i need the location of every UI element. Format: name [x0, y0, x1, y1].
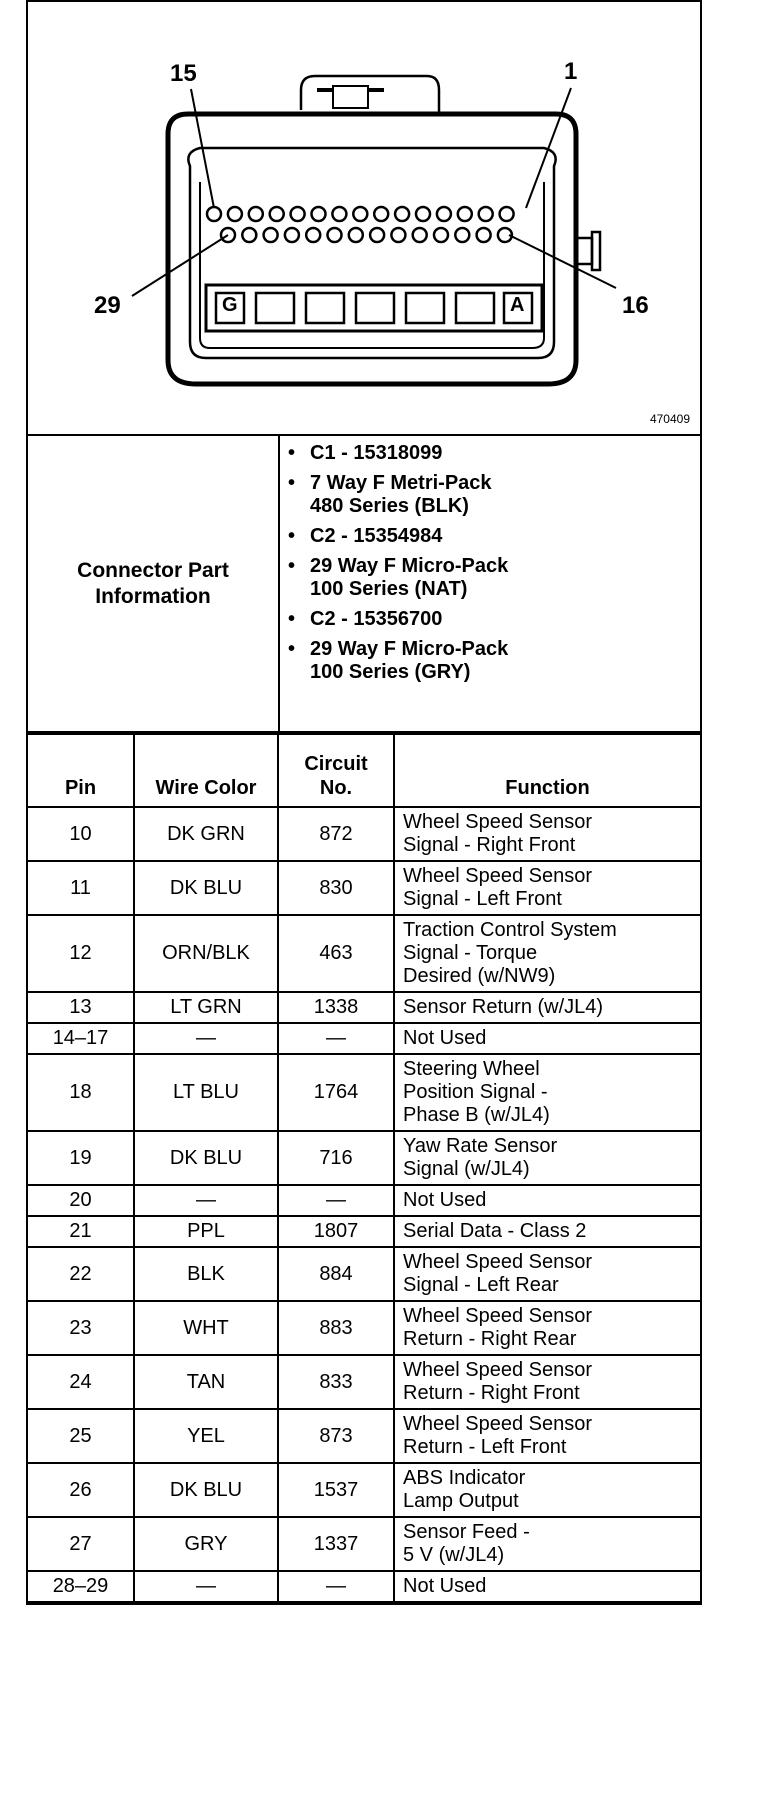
cell-function	[394, 1355, 700, 1409]
cell-function	[394, 1054, 700, 1131]
function-line: Serial Data - Class 2	[403, 1220, 587, 1242]
connector-document	[26, 0, 702, 1605]
function-line: Traction Control System	[403, 919, 617, 941]
cell-function	[394, 1571, 700, 1602]
cell-circuit-no: 873	[278, 1409, 394, 1463]
pin-cavity-bottom	[349, 228, 363, 242]
pin-cavity-top	[312, 207, 326, 221]
header-function: Function	[394, 734, 700, 807]
table-row	[28, 1571, 700, 1602]
table-row	[28, 1023, 700, 1054]
header-circuit-no	[278, 734, 394, 807]
pin-cavity-top	[500, 207, 514, 221]
connector-drawing	[28, 2, 700, 432]
cell-function	[394, 1463, 700, 1517]
function-line: Yaw Rate Sensor	[403, 1135, 558, 1157]
header-circuit-line1: Circuit	[304, 753, 368, 775]
function-line: Return - Left Front	[403, 1436, 567, 1458]
cell-circuit-no: 1338	[278, 992, 394, 1023]
table-row	[28, 1054, 700, 1131]
cell-pin: 21	[28, 1216, 134, 1247]
connector-heading-line2: Information	[95, 584, 211, 608]
table-row	[28, 1355, 700, 1409]
table-row	[28, 1463, 700, 1517]
function-line: Signal - Left Rear	[403, 1274, 559, 1296]
cell-wire-color: —	[134, 1185, 278, 1216]
pin-label-29: 29	[94, 292, 121, 319]
pin-cavity-top	[374, 207, 388, 221]
function-line: Wheel Speed Sensor	[403, 1359, 593, 1381]
function-line: 5 V (w/JL4)	[403, 1544, 505, 1566]
header-circuit-line2: No.	[319, 777, 353, 799]
function-line: ABS Indicator	[403, 1467, 526, 1489]
cell-pin: 23	[28, 1301, 134, 1355]
pin-cavity-bottom	[477, 228, 491, 242]
function-line: Wheel Speed Sensor	[403, 865, 593, 887]
cell-function	[394, 1216, 700, 1247]
function-line: Return - Right Rear	[403, 1328, 577, 1350]
pin-label-1: 1	[564, 58, 578, 85]
connector-info-item	[310, 555, 700, 601]
connector-info-line: 29 Way F Micro-Pack	[310, 638, 509, 660]
function-line: Return - Right Front	[403, 1382, 580, 1404]
cell-circuit-no: 463	[278, 915, 394, 992]
cell-function	[394, 915, 700, 992]
pin-cavity-bottom	[264, 228, 278, 242]
cell-pin: 24	[28, 1355, 134, 1409]
pin-cavity-bottom	[242, 228, 256, 242]
cell-function	[394, 861, 700, 915]
cell-pin: 25	[28, 1409, 134, 1463]
cell-pin: 27	[28, 1517, 134, 1571]
cell-pin: 12	[28, 915, 134, 992]
function-line: Wheel Speed Sensor	[403, 1251, 593, 1273]
pin-cavity-bottom	[434, 228, 448, 242]
cell-function	[394, 1185, 700, 1216]
connector-info-line: C2 - 15356700	[310, 608, 443, 630]
connector-info-item	[310, 442, 700, 465]
function-line: Wheel Speed Sensor	[403, 811, 593, 833]
pin-cavity-bottom	[306, 228, 320, 242]
table-row	[28, 807, 700, 861]
pin-cavity-bottom	[413, 228, 427, 242]
cell-wire-color: DK GRN	[134, 807, 278, 861]
header-wire-color: Wire Color	[134, 734, 278, 807]
connector-info-line: C2 - 15354984	[310, 525, 443, 547]
connector-info-item	[310, 472, 700, 518]
cell-circuit-no: 883	[278, 1301, 394, 1355]
cell-wire-color: LT BLU	[134, 1054, 278, 1131]
cavity-label-a: A	[510, 294, 525, 316]
function-line: Signal - Torque	[403, 942, 538, 964]
function-line: Desired (w/NW9)	[403, 965, 556, 987]
function-line: Sensor Feed -	[403, 1521, 530, 1543]
header-pin: Pin	[28, 734, 134, 807]
cell-wire-color: YEL	[134, 1409, 278, 1463]
connector-info-line: C1 - 15318099	[310, 442, 443, 464]
pin-cavity-top	[458, 207, 472, 221]
table-header-row	[28, 734, 700, 807]
cell-wire-color: LT GRN	[134, 992, 278, 1023]
connector-heading-line1: Connector Part	[77, 558, 229, 582]
cell-circuit-no: 830	[278, 861, 394, 915]
pin-table	[28, 733, 700, 1603]
function-line: Not Used	[403, 1027, 487, 1049]
function-line: Not Used	[403, 1189, 487, 1211]
pin-cavity-bottom	[391, 228, 405, 242]
function-line: Signal (w/JL4)	[403, 1158, 530, 1180]
cell-pin: 19	[28, 1131, 134, 1185]
cell-wire-color: ORN/BLK	[134, 915, 278, 992]
connector-info-line: 7 Way F Metri-Pack	[310, 472, 492, 494]
table-row	[28, 1409, 700, 1463]
connector-info-line: 100 Series (GRY)	[310, 661, 471, 683]
function-line: Phase B (w/JL4)	[403, 1104, 550, 1126]
connector-info-heading	[28, 436, 280, 731]
connector-info-line: 480 Series (BLK)	[310, 495, 469, 517]
cell-function	[394, 992, 700, 1023]
function-line: Wheel Speed Sensor	[403, 1305, 593, 1327]
pin-cavity-top	[249, 207, 263, 221]
cell-circuit-no: 833	[278, 1355, 394, 1409]
cell-pin: 11	[28, 861, 134, 915]
cell-circuit-no: 872	[278, 807, 394, 861]
function-line: Wheel Speed Sensor	[403, 1413, 593, 1435]
cell-function	[394, 1409, 700, 1463]
cell-wire-color: DK BLU	[134, 1131, 278, 1185]
pin-cavity-top	[353, 207, 367, 221]
cell-wire-color: GRY	[134, 1517, 278, 1571]
connector-diagram	[28, 0, 700, 436]
cell-function	[394, 1247, 700, 1301]
pin-cavity-bottom	[455, 228, 469, 242]
table-row	[28, 1301, 700, 1355]
table-row	[28, 915, 700, 992]
function-line: Position Signal -	[403, 1081, 548, 1103]
cell-function	[394, 1023, 700, 1054]
cell-wire-color: DK BLU	[134, 861, 278, 915]
cell-wire-color: —	[134, 1023, 278, 1054]
figure-number: 470409	[649, 412, 690, 426]
cell-function	[394, 807, 700, 861]
pin-cavity-top	[479, 207, 493, 221]
cell-wire-color: BLK	[134, 1247, 278, 1301]
connector-info-item	[310, 525, 700, 548]
connector-info-line: 29 Way F Micro-Pack	[310, 555, 509, 577]
cell-pin: 20	[28, 1185, 134, 1216]
pin-cavities	[207, 207, 514, 242]
pin-cavity-top	[332, 207, 346, 221]
pin-cavity-top	[270, 207, 284, 221]
cell-circuit-no: 884	[278, 1247, 394, 1301]
cell-pin: 13	[28, 992, 134, 1023]
cell-pin: 28–29	[28, 1571, 134, 1602]
pin-cavity-top	[228, 207, 242, 221]
function-line: Lamp Output	[403, 1490, 519, 1512]
cavity-label-g: G	[222, 294, 238, 316]
table-row	[28, 992, 700, 1023]
cell-pin: 18	[28, 1054, 134, 1131]
cell-function	[394, 1301, 700, 1355]
cell-pin: 10	[28, 807, 134, 861]
pin-cavity-bottom	[328, 228, 342, 242]
pin-label-16: 16	[622, 292, 649, 319]
connector-info-list	[280, 436, 700, 731]
function-line: Signal - Right Front	[403, 834, 576, 856]
cell-circuit-no: —	[278, 1023, 394, 1054]
cell-pin: 22	[28, 1247, 134, 1301]
pin-cavity-bottom	[370, 228, 384, 242]
cell-circuit-no: 1807	[278, 1216, 394, 1247]
cell-wire-color: WHT	[134, 1301, 278, 1355]
table-row	[28, 861, 700, 915]
pin-cavity-top	[416, 207, 430, 221]
pin-cavity-bottom	[285, 228, 299, 242]
pin-label-15: 15	[170, 60, 197, 87]
pin-cavity-top	[291, 207, 305, 221]
pin-cavity-top	[395, 207, 409, 221]
cell-circuit-no: —	[278, 1571, 394, 1602]
cell-pin: 26	[28, 1463, 134, 1517]
cell-wire-color: PPL	[134, 1216, 278, 1247]
connector-info-item	[310, 608, 700, 631]
connector-info-line: 100 Series (NAT)	[310, 578, 468, 600]
function-line: Steering Wheel	[403, 1058, 540, 1080]
pin-cavity-top	[437, 207, 451, 221]
table-row	[28, 1185, 700, 1216]
cell-circuit-no: 1537	[278, 1463, 394, 1517]
cell-function	[394, 1517, 700, 1571]
cell-circuit-no: 1337	[278, 1517, 394, 1571]
connector-info-item	[310, 638, 700, 684]
cell-wire-color: TAN	[134, 1355, 278, 1409]
function-line: Signal - Left Front	[403, 888, 562, 910]
pin-cavity-top	[207, 207, 221, 221]
function-line: Not Used	[403, 1575, 487, 1597]
cell-wire-color: DK BLU	[134, 1463, 278, 1517]
table-row	[28, 1216, 700, 1247]
table-row	[28, 1247, 700, 1301]
cell-circuit-no: 716	[278, 1131, 394, 1185]
cell-wire-color: —	[134, 1571, 278, 1602]
cell-circuit-no: 1764	[278, 1054, 394, 1131]
connector-part-information	[28, 436, 700, 733]
table-row	[28, 1517, 700, 1571]
cell-circuit-no: —	[278, 1185, 394, 1216]
cell-pin: 14–17	[28, 1023, 134, 1054]
function-line: Sensor Return (w/JL4)	[403, 996, 604, 1018]
table-row	[28, 1131, 700, 1185]
cell-function	[394, 1131, 700, 1185]
